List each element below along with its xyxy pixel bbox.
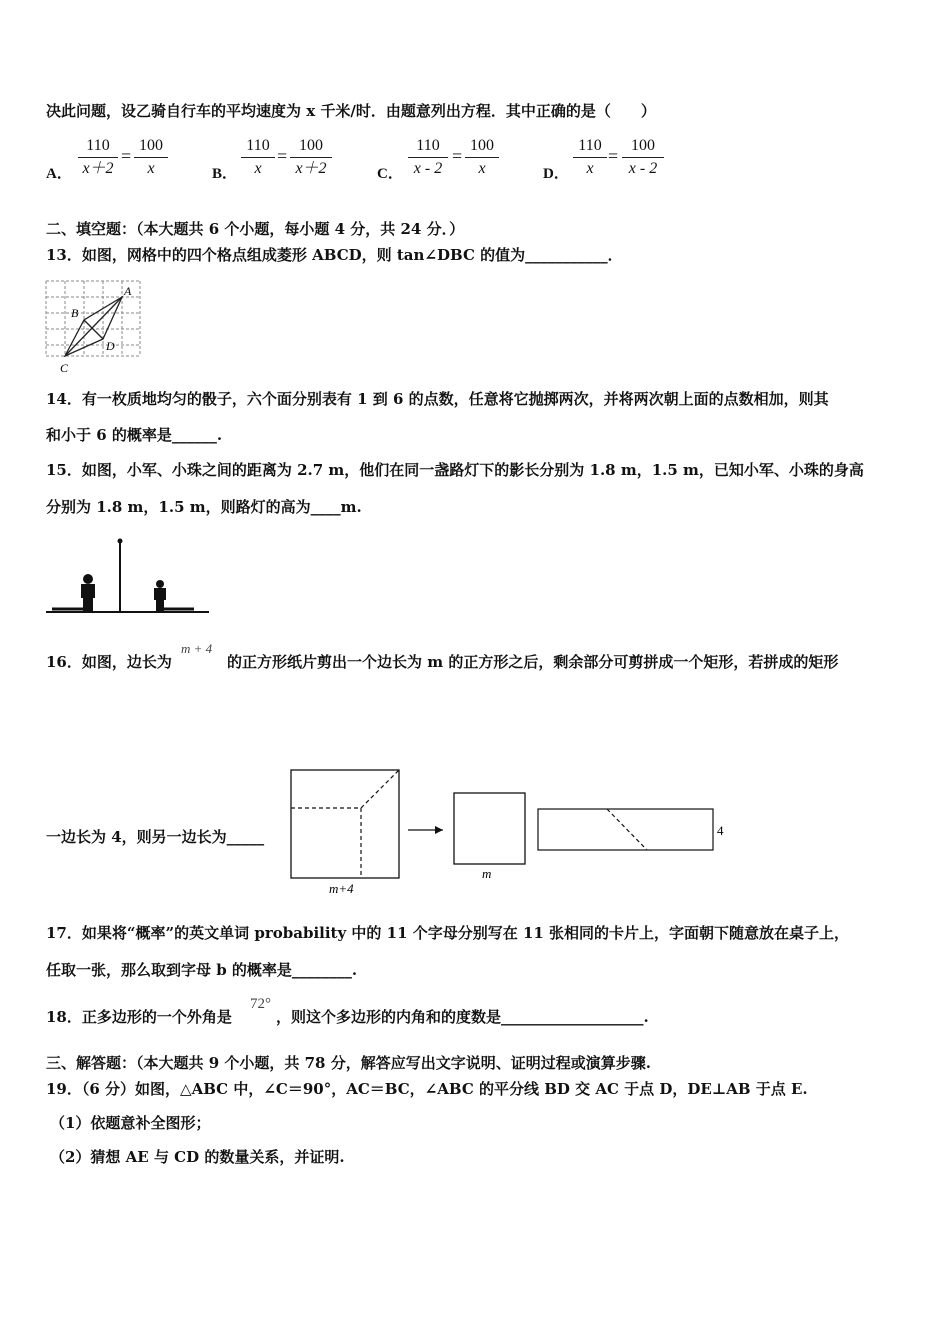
small-square-side-label: m [482,866,492,881]
option-d-left-fraction: $\frac{110}{x}$ [573,135,607,180]
option-c-left-fraction: $\frac{110}{x - 2}$ [408,135,448,180]
option-b-left-fraction: $\frac{110}{x}$ [241,135,275,180]
vertex-a-label: A [124,284,132,298]
option-d-equals: = [608,146,619,166]
q16-prefix: 16．如图，边长为 [46,653,172,671]
section-3-heading: 三、解答题：（本大题共 9 个小题，共 78 分，解答应写出文字说明、证明过程或演算步骤. [46,1054,651,1072]
option-d-label: D． [543,166,569,182]
q16-suffix: 的正方形纸片剪出一个边长为 m 的正方形之后，剩余部分可剪拼成一个矩形，若拼成的矩形 [227,653,839,671]
q18-prefix: 18．正多边形的一个外角是 [46,1008,232,1026]
person-silhouette-left [81,574,95,612]
q13-text: 13．如图，网格中的四个格点组成菱形 ABCD，则 tan∠DBC 的值为___________． [46,246,623,264]
q19-text: 19．（6 分）如图，△ABC 中，∠C＝90°，AC＝BC，∠ABC 的平分线 BD 交 AC 于点 D，DE⊥AB 于点 E. [46,1080,808,1098]
square-cut-figure [285,765,735,900]
option-a-equals: = [121,146,132,166]
q17-line-1: 17．如果将“概率”的英文单词 probability 中的 11 个字母分别写在 11 张相同的卡片上，字面朝下随意放在桌子上， [46,924,850,942]
option-a-right-fraction: $\frac{100}{x}$ [134,135,168,180]
q15-line-1: 15．如图，小军、小珠之间的距离为 2.7 m，他们在同一盏路灯下的影长分别为 1.8 m，1.5 m，已知小军、小珠的身高 [46,461,864,479]
vertex-c-label: C [60,361,69,375]
street-lamp-figure [44,535,214,620]
q14-line-1: 14．有一枚质地均匀的骰子，六个面分别表有 1 到 6 的点数，任意将它抛掷两次，并将两次朝上面的点数相加，则其 [46,390,829,408]
vertex-b-label: B [71,306,79,320]
q18-exterior-angle: 72° [250,996,271,1012]
q19-part-1: （1）依题意补全图形； [50,1114,211,1132]
q12-stem: 决此问题，设乙骑自行车的平均速度为 x 千米/时．由题意列出方程．其中正确的是（ ） [46,102,656,120]
q18-suffix: ，则这个多边形的内角和的度数是___________________. [276,1008,649,1026]
rhombus-grid-figure [40,276,150,376]
option-a-label: A． [46,166,72,182]
q15-line-2: 分别为 1.8 m，1.5 m，则路灯的高为____m. [46,498,362,516]
option-b-label: B． [212,166,238,182]
big-square-side-label: m+4 [329,881,354,896]
section-2-heading: 二、填空题：（本大题共 6 个小题，每小题 4 分，共 24 分．） [46,220,465,238]
rectangle-side-label: 4 [717,823,724,838]
option-c-label: C． [377,166,403,182]
option-d-right-fraction: $\frac{100}{x - 2}$ [622,135,664,180]
option-b-right-fraction: $\frac{100}{x+2}$ [290,135,332,180]
person-silhouette-right [154,580,166,612]
q16-line-2: 一边长为 4，则另一边长为_____ [46,828,265,846]
q19-part-2: （2）猜想 AE 与 CD 的数量关系，并证明. [50,1148,345,1166]
option-c-right-fraction: $\frac{100}{x}$ [465,135,499,180]
q14-line-2: 和小于 6 的概率是______. [46,426,223,444]
option-a-left-fraction: $\frac{110}{x+2}$ [78,135,118,180]
option-b-equals: = [277,146,288,166]
q17-line-2: 任取一张，那么取到字母 b 的概率是________. [46,961,358,979]
option-c-equals: = [452,146,463,166]
vertex-d-label: D [106,339,115,353]
q16-side-expression: m + 4 [181,641,213,656]
